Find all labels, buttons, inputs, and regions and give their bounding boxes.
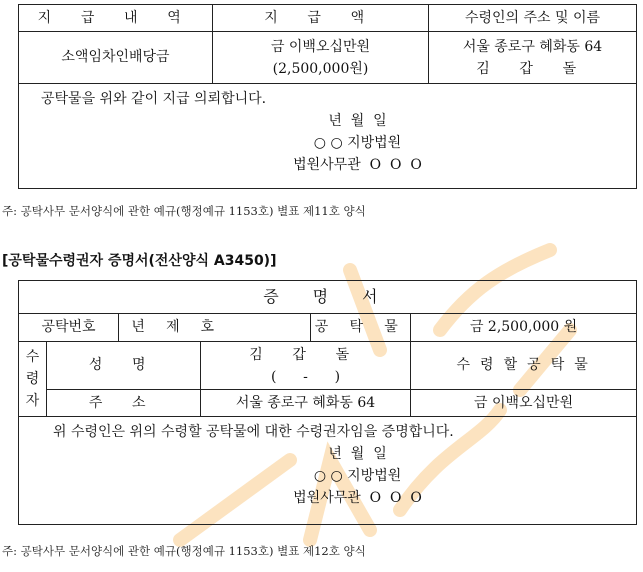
address-label: 주 소 — [47, 390, 201, 417]
receive-value: 금 이백오십만원 — [411, 390, 637, 417]
payment-amount — [213, 32, 429, 84]
request-court: ○ ○ 지방법원 — [313, 135, 402, 151]
amount-korean: 금 이백오십만원 — [270, 38, 371, 55]
cert-court: ○ ○ 지방법원 — [313, 468, 402, 484]
cert-text: 위 수령인은 위의 수령할 공탁물에 대한 수령권자임을 증명합니다. — [53, 424, 454, 440]
object-label: 공 탁 물 — [311, 314, 411, 342]
name-label: 성 명 — [47, 342, 201, 390]
name-cell — [201, 342, 411, 390]
deposit-no-label: 공탁번호 — [19, 314, 119, 342]
form-note-1: 주: 공탁사무 문서양식에 관한 예규(행정예규 1153호) 별표 제11호 양식 — [2, 204, 366, 218]
payment-item: 소액임차인배당금 — [19, 32, 213, 84]
recipient-label-2: 령 — [25, 371, 40, 387]
cert-officer: 법원사무관 O O O — [293, 490, 422, 506]
certificate-table — [18, 280, 637, 525]
object-value: 금 2,500,000 원 — [411, 314, 637, 342]
header-item: 지 급 내 역 — [19, 5, 213, 32]
recipient-label-3: 자 — [25, 393, 40, 409]
payment-table — [18, 4, 637, 189]
name-id: ( - ) — [270, 368, 341, 385]
section-title: [공탁물수령권자 증명서(전산양식 A3450)] — [2, 253, 277, 269]
amount-numeric: (2,500,000원) — [272, 60, 369, 77]
certificate-title: 증 명 서 — [19, 281, 637, 314]
header-recipient: 수령인의 주소 및 이름 — [429, 5, 637, 32]
form-note-2: 주: 공탁사무 문서양식에 관한 예규(행정예규 1153호) 별표 제12호 양식 — [2, 544, 366, 558]
certificate-block — [19, 417, 637, 525]
request-text: 공탁물을 위와 같이 지급 의뢰합니다. — [41, 91, 267, 107]
recipient-address: 서울 종로구 혜화동 64 — [462, 38, 603, 55]
header-amount: 지 급 액 — [213, 5, 429, 32]
address-value: 서울 종로구 혜화동 64 — [201, 390, 411, 417]
request-date: 년 월 일 — [328, 113, 387, 129]
cert-date: 년 월 일 — [328, 446, 387, 462]
request-officer: 법원사무관 O O O — [293, 157, 422, 173]
receive-label: 수 령 할 공 탁 물 — [411, 342, 637, 390]
deposit-no-suffix: 호 — [201, 314, 311, 342]
name-value: 김 갑 돌 — [249, 346, 362, 363]
deposit-no-value: 년 제 — [119, 314, 201, 342]
recipient-label-1: 수 — [25, 349, 40, 365]
recipient-label — [19, 342, 47, 417]
recipient-name: 김 갑 돌 — [476, 60, 589, 77]
request-block — [19, 84, 637, 189]
recipient-info — [429, 32, 637, 84]
